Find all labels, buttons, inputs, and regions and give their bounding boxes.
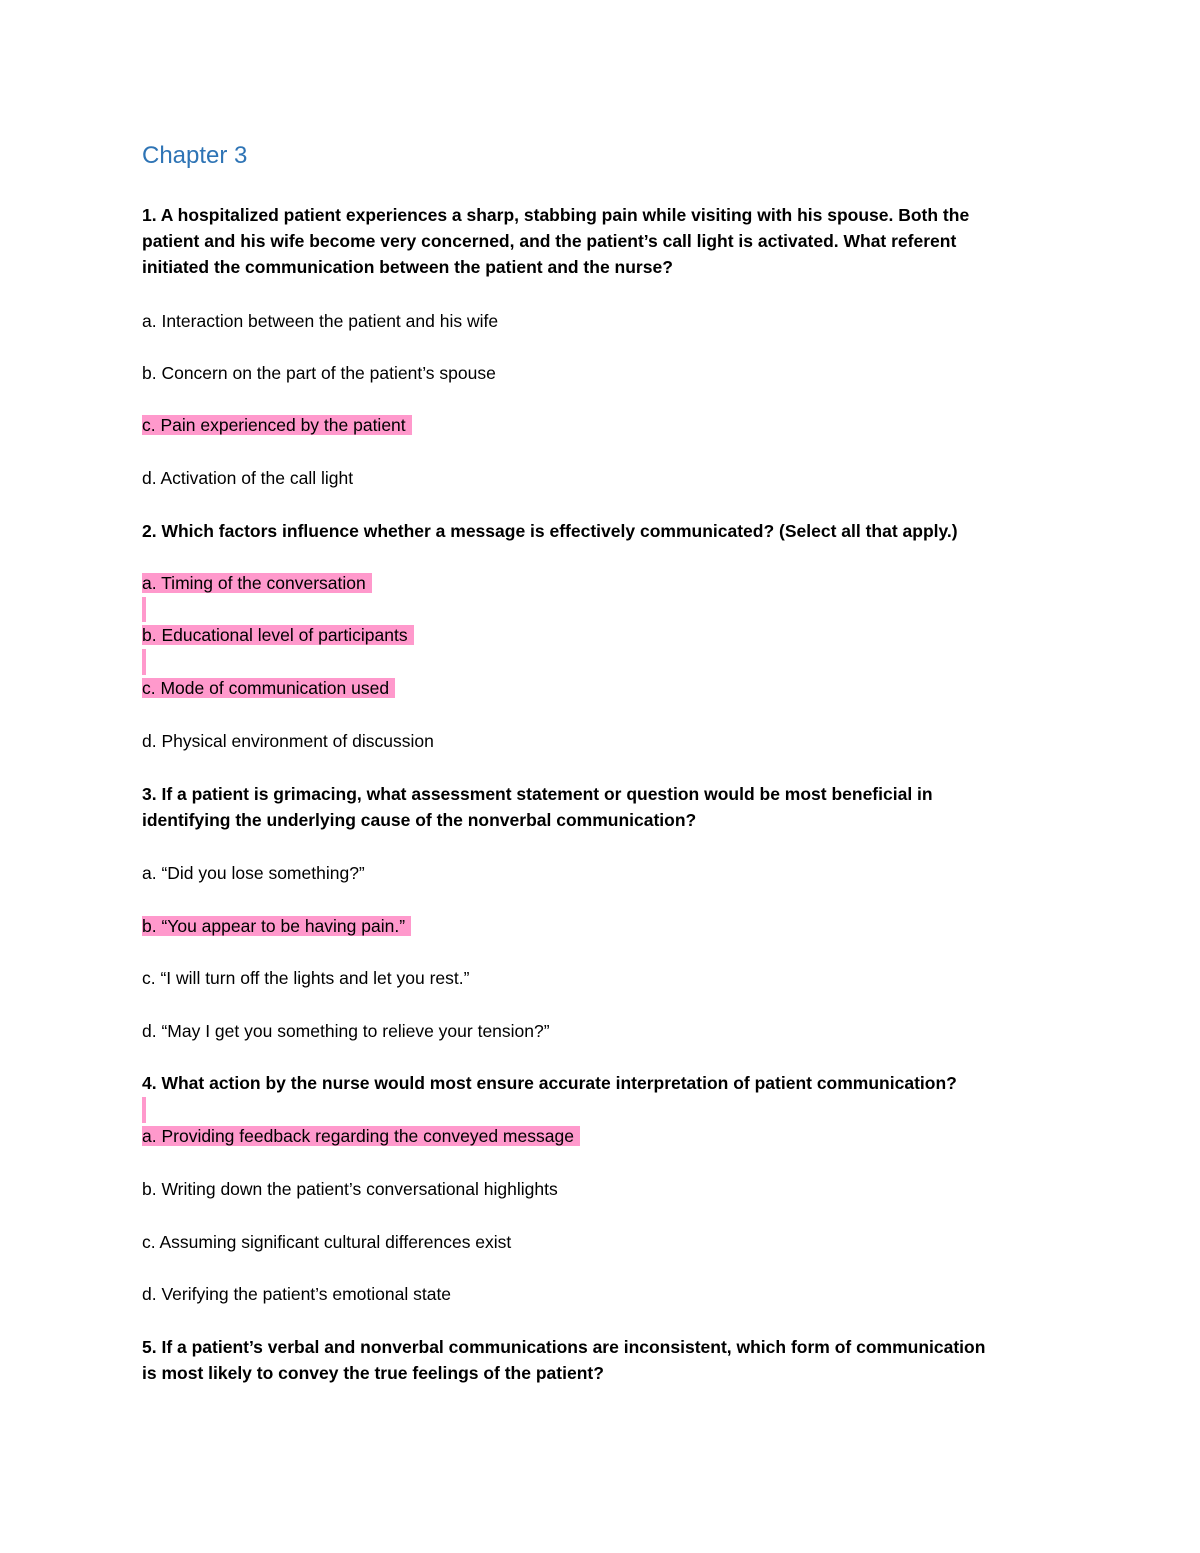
question-1-option-c [142,412,412,438]
question-2-option-c [142,675,395,701]
question-3-option-d: d. “May I get you something to relieve your tension?” [142,1021,550,1041]
answer-highlight: c. Mode of communication used [142,678,395,698]
answer-highlight: c. Pain experienced by the patient [142,415,412,435]
question-2-option-a [142,570,372,596]
answer-highlight: b. Educational level of participants [142,625,414,645]
question-5-line-2: is most likely to convey the true feelings of the patient? [142,1363,604,1383]
question-1-option-d: d. Activation of the call light [142,468,354,488]
question-1-option-b: b. Concern on the part of the patient’s spouse [142,363,496,383]
highlight-connector [142,1097,146,1123]
question-3-line-1: 3. If a patient is grimacing, what assessment statement or question would be most beneficial in [142,784,933,804]
highlight-connector [142,597,146,622]
question-5-line-1: 5. If a patient’s verbal and nonverbal communications are inconsistent, which form of communication [142,1337,986,1357]
answer-highlight: b. “You appear to be having pain.” [142,916,411,936]
question-1-line-3: initiated the communication between the patient and the nurse? [142,257,673,277]
answer-highlight: a. Providing feedback regarding the conveyed message [142,1126,580,1146]
question-2-line-1: 2. Which factors influence whether a message is effectively communicated? (Select all that apply.) [142,521,958,541]
question-2-option-d: d. Physical environment of discussion [142,731,434,751]
question-3-option-c: c. “I will turn off the lights and let you rest.” [142,968,470,988]
question-1-line-1: 1. A hospitalized patient experiences a sharp, stabbing pain while visiting with his spouse. Both the [142,205,970,225]
highlight-connector [142,649,146,675]
question-3-option-a: a. “Did you lose something?” [142,863,365,883]
question-4-option-b: b. Writing down the patient’s conversational highlights [142,1179,558,1199]
question-4-option-d: d. Verifying the patient’s emotional state [142,1284,452,1304]
question-3-option-b [142,913,411,939]
chapter-title: Chapter 3 [142,142,248,169]
question-3-line-2: identifying the underlying cause of the nonverbal communication? [142,810,697,830]
question-1-line-2: patient and his wife become very concerned, and the patient’s call light is activated. What referent [142,231,957,251]
answer-highlight: a. Timing of the conversation [142,573,372,593]
question-1-option-a: a. Interaction between the patient and his wife [142,311,499,331]
question-4-option-c: c. Assuming significant cultural differences exist [142,1232,512,1252]
question-4-line-1: 4. What action by the nurse would most ensure accurate interpretation of patient communication? [142,1073,957,1093]
question-4-option-a [142,1123,580,1149]
question-2-option-b [142,622,414,648]
